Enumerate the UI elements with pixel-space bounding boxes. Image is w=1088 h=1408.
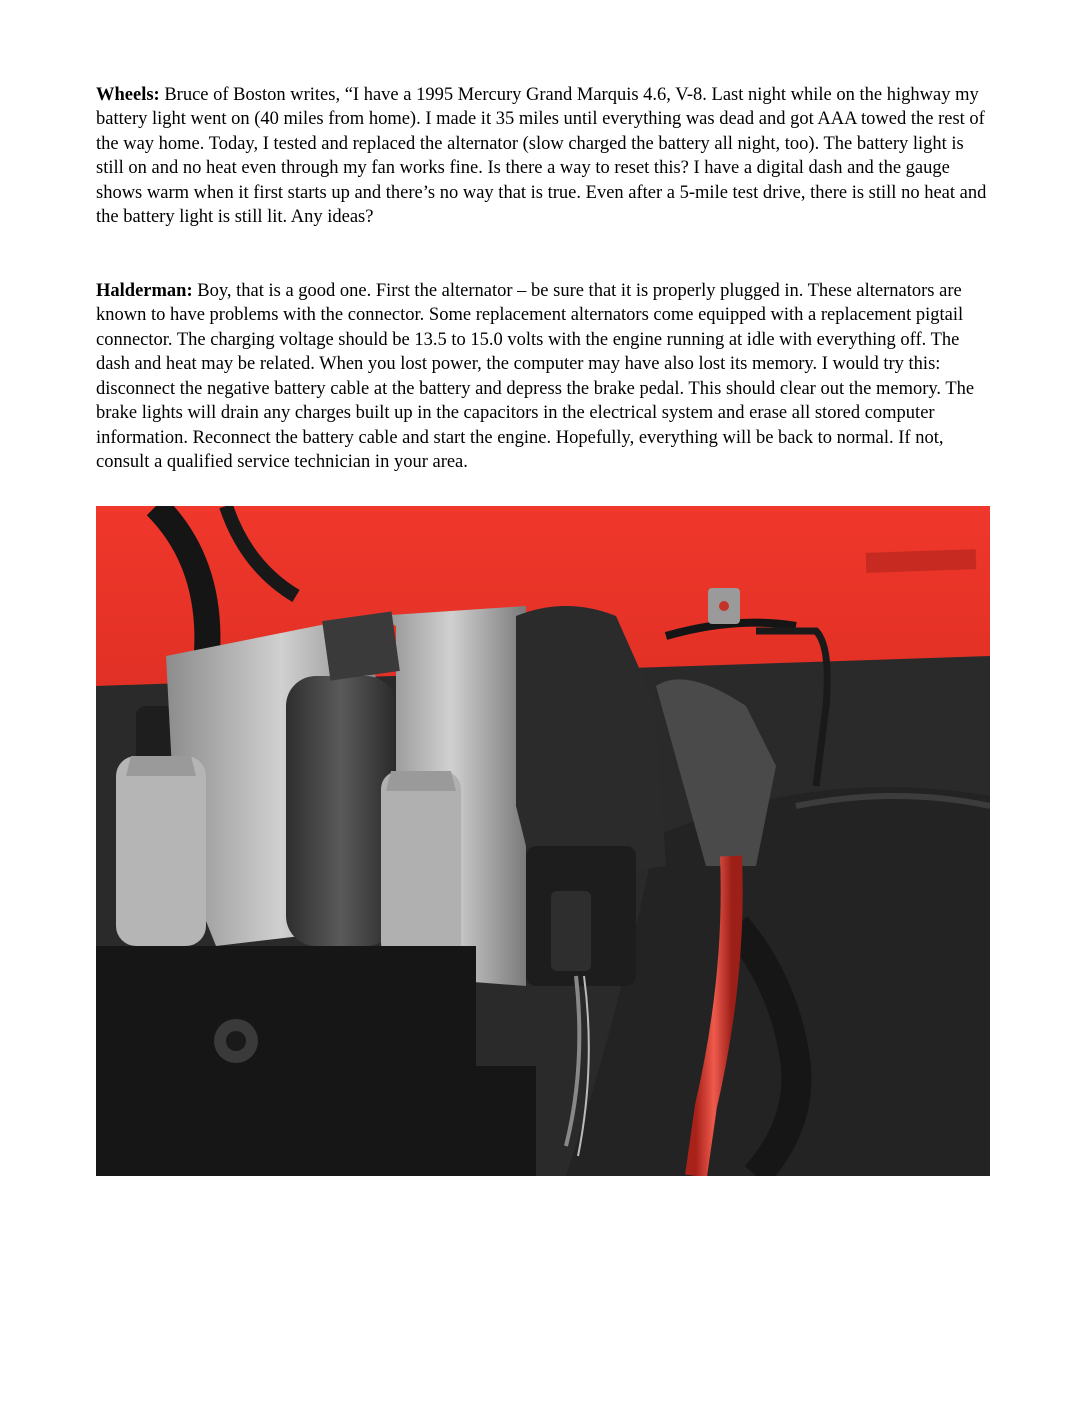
alternator-photo bbox=[96, 506, 990, 1176]
question-label: Wheels: bbox=[96, 84, 160, 105]
stamped-strip bbox=[866, 549, 977, 573]
stator-coil bbox=[286, 676, 396, 946]
alternator-label-plate bbox=[322, 611, 400, 680]
bolt-head-right bbox=[386, 771, 456, 791]
bracket-bolt-hole-inner bbox=[226, 1031, 246, 1051]
question-paragraph bbox=[96, 83, 996, 230]
question-text: Bruce of Boston writes, “I have a 1995 Mercury Grand Marquis 4.6, V-8. Last night while on the highway my battery light went on (40 miles from home). I made it 35 miles until everything was dead and got AAA towed the rest of the way home. Today, I tested and replaced the alternator (slow charged the battery all night, too). The battery light is still on and no heat even through my fan works fine. Is there a way to reset this? I have a digital dash and the gauge shows warm when it first starts up and there’s no way that is true. Even after a 5-mile test drive, there is still no heat and the battery light is still lit. Any ideas? bbox=[96, 84, 987, 227]
pigtail-connector bbox=[551, 891, 591, 971]
mount-boss-right bbox=[381, 771, 461, 961]
answer-text: Boy, that is a good one. First the alternator – be sure that it is properly plugged in. These alternators are known to have problems with the connector. Some replacement alternators come equipped with a replacement pigtail connector. The charging voltage should be 13.5 to 15.0 volts with the engine running at idle with everything off. The dash and heat may be related. When you lost power, the computer may have also lost its memory. I would try this: disconnect the negative battery cable at the battery and depress the brake pedal. This should clear out the memory. The brake lights will drain any charges built up in the capacitors in the electrical system and erase all stored computer information. Reconnect the battery cable and start the engine. Hopefully, everything will be back to normal. If not, consult a qualified service technician in your area. bbox=[96, 280, 975, 472]
answer-label: Halderman: bbox=[96, 280, 193, 301]
answer-paragraph bbox=[96, 279, 996, 475]
alternator-photo-icon bbox=[96, 506, 990, 1176]
mounting-bracket bbox=[96, 946, 536, 1176]
mount-boss-left bbox=[116, 756, 206, 946]
bolt-head-left bbox=[126, 756, 196, 776]
panel-clip-dot bbox=[719, 601, 729, 611]
